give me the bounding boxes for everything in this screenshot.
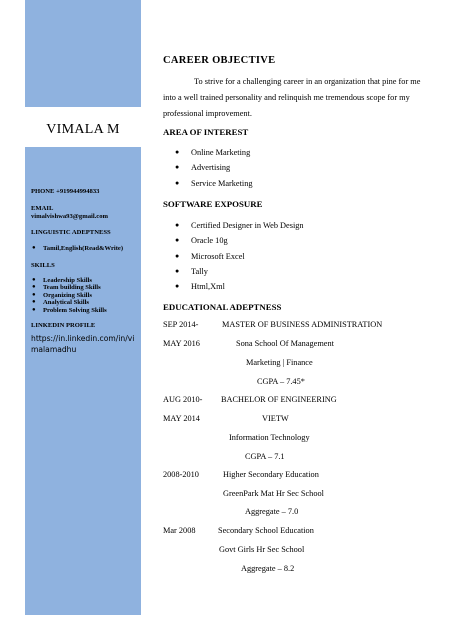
- bullet-icon: ●: [175, 266, 180, 275]
- edu-detail: Information Technology: [229, 433, 310, 442]
- list-item: ● Organizing Skills: [32, 291, 92, 299]
- career-objective-heading: CAREER OBJECTIVE: [163, 55, 276, 66]
- edu-score: CGPA – 7.1: [245, 452, 285, 461]
- bullet-icon: ●: [32, 299, 36, 306]
- bullet-icon: ●: [175, 148, 180, 156]
- phone-label: PHONE +919944994833: [31, 188, 100, 195]
- bullet-icon: ●: [32, 245, 36, 251]
- linguistic-label: LINGUISTIC ADEPTNESS: [31, 229, 111, 236]
- list-item: ● Service Marketing: [163, 176, 253, 191]
- list-item: ● Tamil,English(Read&Write): [32, 245, 124, 252]
- skills-label: SKILLS: [31, 261, 55, 269]
- bullet-icon: ●: [175, 251, 180, 260]
- bullet-icon: ●: [175, 282, 180, 291]
- list-item: ● Oracle 10g: [163, 233, 304, 248]
- educational-adeptness-heading: EDUCATIONAL ADEPTNESS: [163, 302, 282, 312]
- list-item: ● Microsoft Excel: [163, 249, 304, 264]
- linkedin-label: LINKEDIN PROFILE: [31, 321, 96, 329]
- bullet-icon: ●: [175, 221, 180, 229]
- sidebar-content: [31, 188, 139, 355]
- edu-date-start: AUG 2010-: [163, 395, 203, 404]
- edu-score: Aggregate – 7.0: [245, 507, 299, 516]
- bullet-icon: ●: [32, 284, 36, 291]
- edu-score: Aggregate – 8.2: [241, 564, 295, 573]
- bullet-icon: ●: [32, 276, 36, 283]
- list-item: ● Problem Solving Skills: [32, 306, 107, 314]
- edu-date-start: Mar 2008: [163, 526, 196, 535]
- edu-school: VIETW: [262, 414, 289, 423]
- list-item: ● Analytical Skills: [32, 299, 89, 307]
- bullet-icon: ●: [175, 236, 180, 245]
- bullet-icon: ●: [175, 163, 180, 172]
- edu-date-start: SEP 2014-: [163, 320, 199, 329]
- edu-score: CGPA – 7.45*: [257, 377, 305, 386]
- software-list: [163, 218, 304, 294]
- edu-school: Govt Girls Hr Sec School: [219, 545, 305, 554]
- edu-school: Sona School Of Management: [236, 339, 334, 348]
- bullet-icon: ●: [32, 306, 36, 313]
- bullet-icon: ●: [175, 178, 180, 187]
- linkedin-link[interactable]: https://in.linkedin.com/in/vimalamadhu: [31, 333, 135, 354]
- list-item: ● Html,Xml: [163, 279, 304, 294]
- career-objective-text: To strive for a challenging career in an organization that pine for me into a well trained personality and relinquish me tremendous scope for my professional improvement.: [163, 77, 421, 118]
- edu-date-end: MAY 2014: [163, 414, 200, 423]
- email-address[interactable]: vimalvishwa93@gmail.com: [31, 213, 109, 220]
- edu-degree: Higher Secondary Education: [223, 470, 319, 479]
- sidebar: [25, 0, 141, 615]
- edu-detail: Marketing | Finance: [246, 358, 313, 367]
- edu-school: GreenPark Mat Hr Sec School: [223, 489, 324, 498]
- list-item: ● Leadership Skills: [32, 276, 92, 284]
- edu-degree: Secondary School Education: [218, 526, 314, 535]
- skills-list: [31, 277, 139, 315]
- edu-date-start: 2008-2010: [163, 470, 199, 479]
- candidate-name: VIMALA M: [46, 122, 120, 137]
- edu-date-end: MAY 2016: [163, 339, 200, 348]
- list-item: ● Advertising: [163, 160, 253, 175]
- list-item: ● Team building Skills: [32, 284, 101, 292]
- list-item: ● Online Marketing: [163, 145, 253, 160]
- bullet-icon: ●: [32, 291, 36, 298]
- edu-degree: MASTER OF BUSINESS ADMINISTRATION: [222, 320, 383, 329]
- area-of-interest-heading: AREA OF INTEREST: [163, 127, 249, 137]
- list-item: ● Tally: [163, 264, 304, 279]
- edu-degree: BACHELOR OF ENGINEERING: [221, 395, 337, 404]
- interest-list: [163, 145, 253, 191]
- language-list: [31, 245, 139, 253]
- list-item: ● Certified Designer in Web Design: [163, 218, 304, 233]
- sidebar-top-panel: [25, 0, 141, 107]
- email-label: EMAIL: [31, 205, 54, 212]
- software-exposure-heading: SOFTWARE EXPOSURE: [163, 199, 263, 209]
